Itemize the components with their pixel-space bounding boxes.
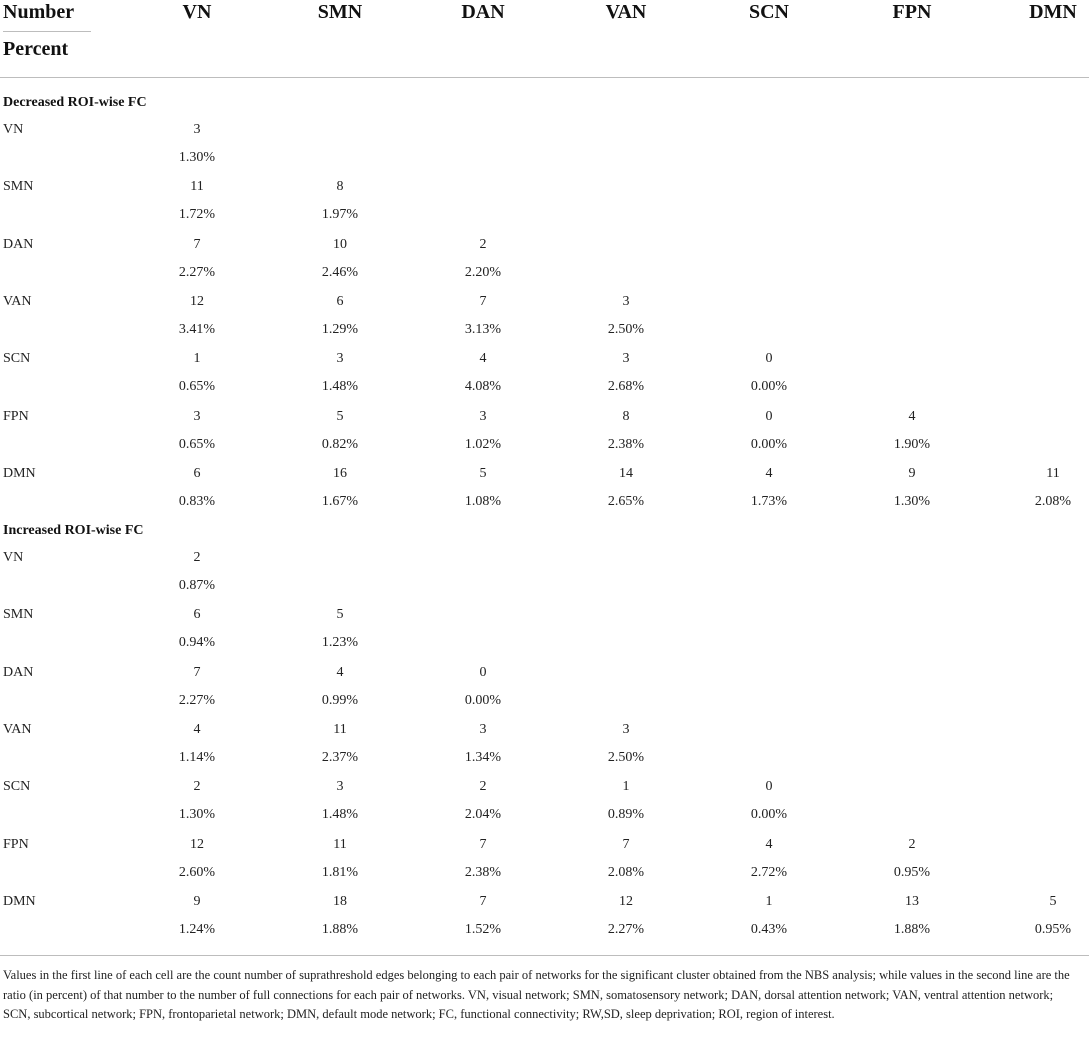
row-label-fpn: FPN [3, 836, 29, 852]
cell-percent-fpn-fpn: 1.90% [893, 436, 931, 452]
cell-percent-smn-smn: 1.23% [321, 635, 359, 651]
cell-count-smn-vn: 11 [190, 179, 204, 195]
cell-count-scn-scn: 0 [765, 779, 773, 795]
cell-percent-fpn-van: 2.08% [607, 864, 645, 880]
cell-percent-vn-vn: 0.87% [178, 578, 216, 593]
row-label-scn: SCN [3, 779, 31, 795]
cell-percent-dan-dan: 2.20% [464, 264, 502, 280]
cell-count-dmn-dan: 5 [479, 465, 487, 481]
cell-percent-van-smn: 1.29% [321, 321, 359, 337]
cell-count-van-dan: 3 [479, 721, 487, 737]
cell-percent-fpn-scn: 2.72% [750, 864, 788, 880]
section-title: Increased ROI-wise FC [3, 523, 144, 538]
cell-percent-dmn-smn: 1.67% [321, 493, 359, 509]
cell-count-dan-dan: 0 [479, 664, 487, 680]
cell-count-scn-scn: 0 [765, 351, 773, 367]
col-header-dmn: DMN [1029, 1, 1077, 23]
cell-percent-fpn-smn: 1.81% [321, 864, 359, 880]
cell-percent-van-van: 2.50% [607, 749, 645, 765]
cell-percent-fpn-dan: 1.02% [464, 436, 502, 452]
table-footnote: Values in the first line of each cell are the count number of suprathreshold edges belonging to each pair of networks for the significant cluster obtained from the NBS analysis; while values in the second line are the ratio (in percent) of that number to the number of full connections for each pair of networks. VN, visual network; SMN, somatosensory network; DAN, dorsal attention network; VAN, ventral attention network; SCN, subcortical network; FPN, frontoparietal network; DMN, default mode network; FC, functional connectivity; RW,SD, sleep deprivation; ROI, region of interest. [3, 968, 1070, 1021]
header-percent-label: Percent [3, 38, 69, 60]
row-label-dan: DAN [3, 236, 34, 252]
cell-count-dmn-fpn: 13 [905, 893, 919, 909]
cell-percent-fpn-vn: 2.60% [178, 864, 216, 880]
cell-percent-dmn-van: 2.65% [607, 493, 645, 509]
cell-percent-fpn-dan: 2.38% [464, 864, 502, 880]
cell-count-dan-vn: 7 [193, 664, 201, 680]
cell-count-dmn-van: 12 [619, 893, 633, 909]
cell-percent-scn-scn: 0.00% [750, 807, 788, 823]
cell-count-dan-vn: 7 [193, 236, 201, 252]
cell-count-fpn-vn: 3 [193, 408, 201, 424]
cell-count-smn-vn: 6 [193, 607, 201, 623]
cell-percent-dan-dan: 0.00% [464, 692, 502, 708]
cell-percent-dmn-dmn: 0.95% [1034, 921, 1072, 937]
cell-count-van-dan: 7 [479, 293, 487, 309]
col-header-fpn: FPN [892, 1, 932, 23]
table-bottom-divider [0, 955, 1089, 956]
cell-percent-scn-van: 0.89% [607, 807, 645, 823]
header-number-label: Number [3, 1, 75, 23]
cell-percent-scn-dan: 2.04% [464, 807, 502, 823]
cell-percent-fpn-van: 2.38% [607, 436, 645, 452]
row-label-vn: VN [3, 122, 24, 137]
cell-count-smn-smn: 8 [336, 179, 344, 195]
header-divider [0, 77, 1089, 78]
cell-count-dan-smn: 4 [336, 664, 344, 680]
cell-percent-dan-vn: 2.27% [178, 692, 216, 708]
cell-percent-smn-smn: 1.97% [321, 207, 359, 223]
cell-percent-scn-smn: 1.48% [321, 379, 359, 395]
section-title: Decreased ROI-wise FC [3, 95, 147, 110]
cell-percent-scn-van: 2.68% [607, 379, 645, 395]
cell-percent-dan-vn: 2.27% [178, 264, 216, 280]
cell-percent-van-dan: 3.13% [464, 321, 502, 337]
cell-count-scn-dan: 4 [479, 351, 487, 367]
row-label-scn: SCN [3, 351, 31, 367]
cell-count-fpn-smn: 5 [336, 408, 344, 424]
row-label-dmn: DMN [3, 465, 36, 481]
cell-count-fpn-vn: 12 [190, 836, 204, 852]
cell-count-dmn-smn: 18 [333, 893, 347, 909]
cell-percent-dmn-smn: 1.88% [321, 921, 359, 937]
cell-count-vn-vn: 2 [193, 550, 201, 565]
cell-count-scn-vn: 2 [193, 779, 201, 795]
cell-percent-dmn-scn: 1.73% [750, 493, 788, 509]
cell-count-dmn-scn: 1 [765, 893, 773, 909]
cell-percent-dmn-vn: 1.24% [178, 921, 216, 937]
cell-count-smn-smn: 5 [336, 607, 344, 623]
cell-percent-van-van: 2.50% [607, 321, 645, 337]
cell-percent-fpn-vn: 0.65% [178, 436, 216, 452]
cell-count-vn-vn: 3 [193, 122, 201, 137]
col-header-scn: SCN [748, 1, 789, 23]
row-label-dan: DAN [3, 664, 34, 680]
cell-count-scn-van: 1 [622, 779, 630, 795]
col-header-dan: DAN [461, 1, 505, 23]
row-label-dmn: DMN [3, 893, 36, 909]
cell-percent-scn-smn: 1.48% [321, 807, 359, 823]
cell-count-scn-dan: 2 [479, 779, 487, 795]
row-label-van: VAN [3, 721, 32, 737]
cell-count-van-smn: 6 [336, 293, 344, 309]
cell-percent-smn-vn: 1.72% [178, 207, 216, 223]
cell-percent-dan-smn: 0.99% [321, 692, 359, 708]
cell-count-dan-dan: 2 [479, 236, 487, 252]
cell-count-dmn-scn: 4 [765, 465, 773, 481]
cell-count-van-smn: 11 [333, 721, 347, 737]
cell-percent-dmn-dmn: 2.08% [1034, 493, 1072, 509]
cell-count-van-van: 3 [622, 721, 630, 737]
cell-count-dmn-van: 14 [619, 465, 633, 481]
cell-count-van-van: 3 [622, 293, 630, 309]
cell-percent-van-smn: 2.37% [321, 749, 359, 765]
cell-percent-dmn-van: 2.27% [607, 921, 645, 937]
cell-percent-scn-dan: 4.08% [464, 379, 502, 395]
cell-count-dmn-dmn: 5 [1049, 893, 1057, 909]
col-header-smn: SMN [317, 1, 363, 23]
cell-count-fpn-scn: 4 [765, 836, 773, 852]
cell-count-fpn-smn: 11 [333, 836, 347, 852]
cell-count-fpn-van: 8 [622, 408, 630, 424]
cell-percent-fpn-fpn: 0.95% [893, 864, 931, 880]
cell-percent-vn-vn: 1.30% [178, 150, 216, 165]
cell-count-dan-smn: 10 [333, 236, 347, 252]
cell-count-fpn-fpn: 2 [908, 836, 916, 852]
cell-count-van-vn: 4 [193, 721, 201, 737]
row-label-vn: VN [3, 550, 24, 565]
cell-percent-scn-vn: 1.30% [178, 807, 216, 823]
cell-percent-dmn-dan: 1.52% [464, 921, 502, 937]
cell-count-scn-vn: 1 [193, 351, 201, 367]
cell-percent-van-vn: 1.14% [178, 749, 216, 765]
cell-count-fpn-scn: 0 [765, 408, 773, 424]
cell-count-dmn-vn: 9 [193, 893, 201, 909]
cell-percent-dmn-fpn: 1.88% [893, 921, 931, 937]
cell-percent-dmn-fpn: 1.30% [893, 493, 931, 509]
cell-percent-dmn-vn: 0.83% [178, 493, 216, 509]
cell-count-scn-smn: 3 [336, 351, 344, 367]
row-label-smn: SMN [3, 607, 34, 623]
cell-percent-dan-smn: 2.46% [321, 264, 359, 280]
cell-count-dmn-smn: 16 [333, 465, 347, 481]
cell-count-fpn-dan: 3 [479, 408, 487, 424]
cell-percent-fpn-scn: 0.00% [750, 436, 788, 452]
row-label-fpn: FPN [3, 408, 29, 424]
cell-percent-van-vn: 3.41% [178, 321, 216, 337]
row-label-van: VAN [3, 293, 32, 309]
header-corner-divider [3, 31, 91, 32]
col-header-van: VAN [605, 1, 647, 23]
cell-count-fpn-dan: 7 [479, 836, 487, 852]
cell-percent-dmn-dan: 1.08% [464, 493, 502, 509]
col-header-vn: VN [182, 1, 212, 23]
cell-percent-scn-scn: 0.00% [750, 379, 788, 395]
cell-count-scn-smn: 3 [336, 779, 344, 795]
cell-percent-van-dan: 1.34% [464, 749, 502, 765]
cell-count-dmn-dmn: 11 [1046, 465, 1060, 481]
cell-count-dmn-fpn: 9 [908, 465, 916, 481]
row-label-smn: SMN [3, 179, 34, 195]
cell-percent-fpn-smn: 0.82% [321, 436, 359, 452]
cell-count-fpn-van: 7 [622, 836, 630, 852]
cell-count-scn-van: 3 [622, 351, 630, 367]
cell-count-van-vn: 12 [190, 293, 204, 309]
cell-percent-smn-vn: 0.94% [178, 635, 216, 651]
cell-percent-scn-vn: 0.65% [178, 379, 216, 395]
cell-count-dmn-vn: 6 [193, 465, 201, 481]
cell-count-fpn-fpn: 4 [908, 408, 916, 424]
cell-percent-dmn-scn: 0.43% [750, 921, 788, 937]
cell-count-dmn-dan: 7 [479, 893, 487, 909]
